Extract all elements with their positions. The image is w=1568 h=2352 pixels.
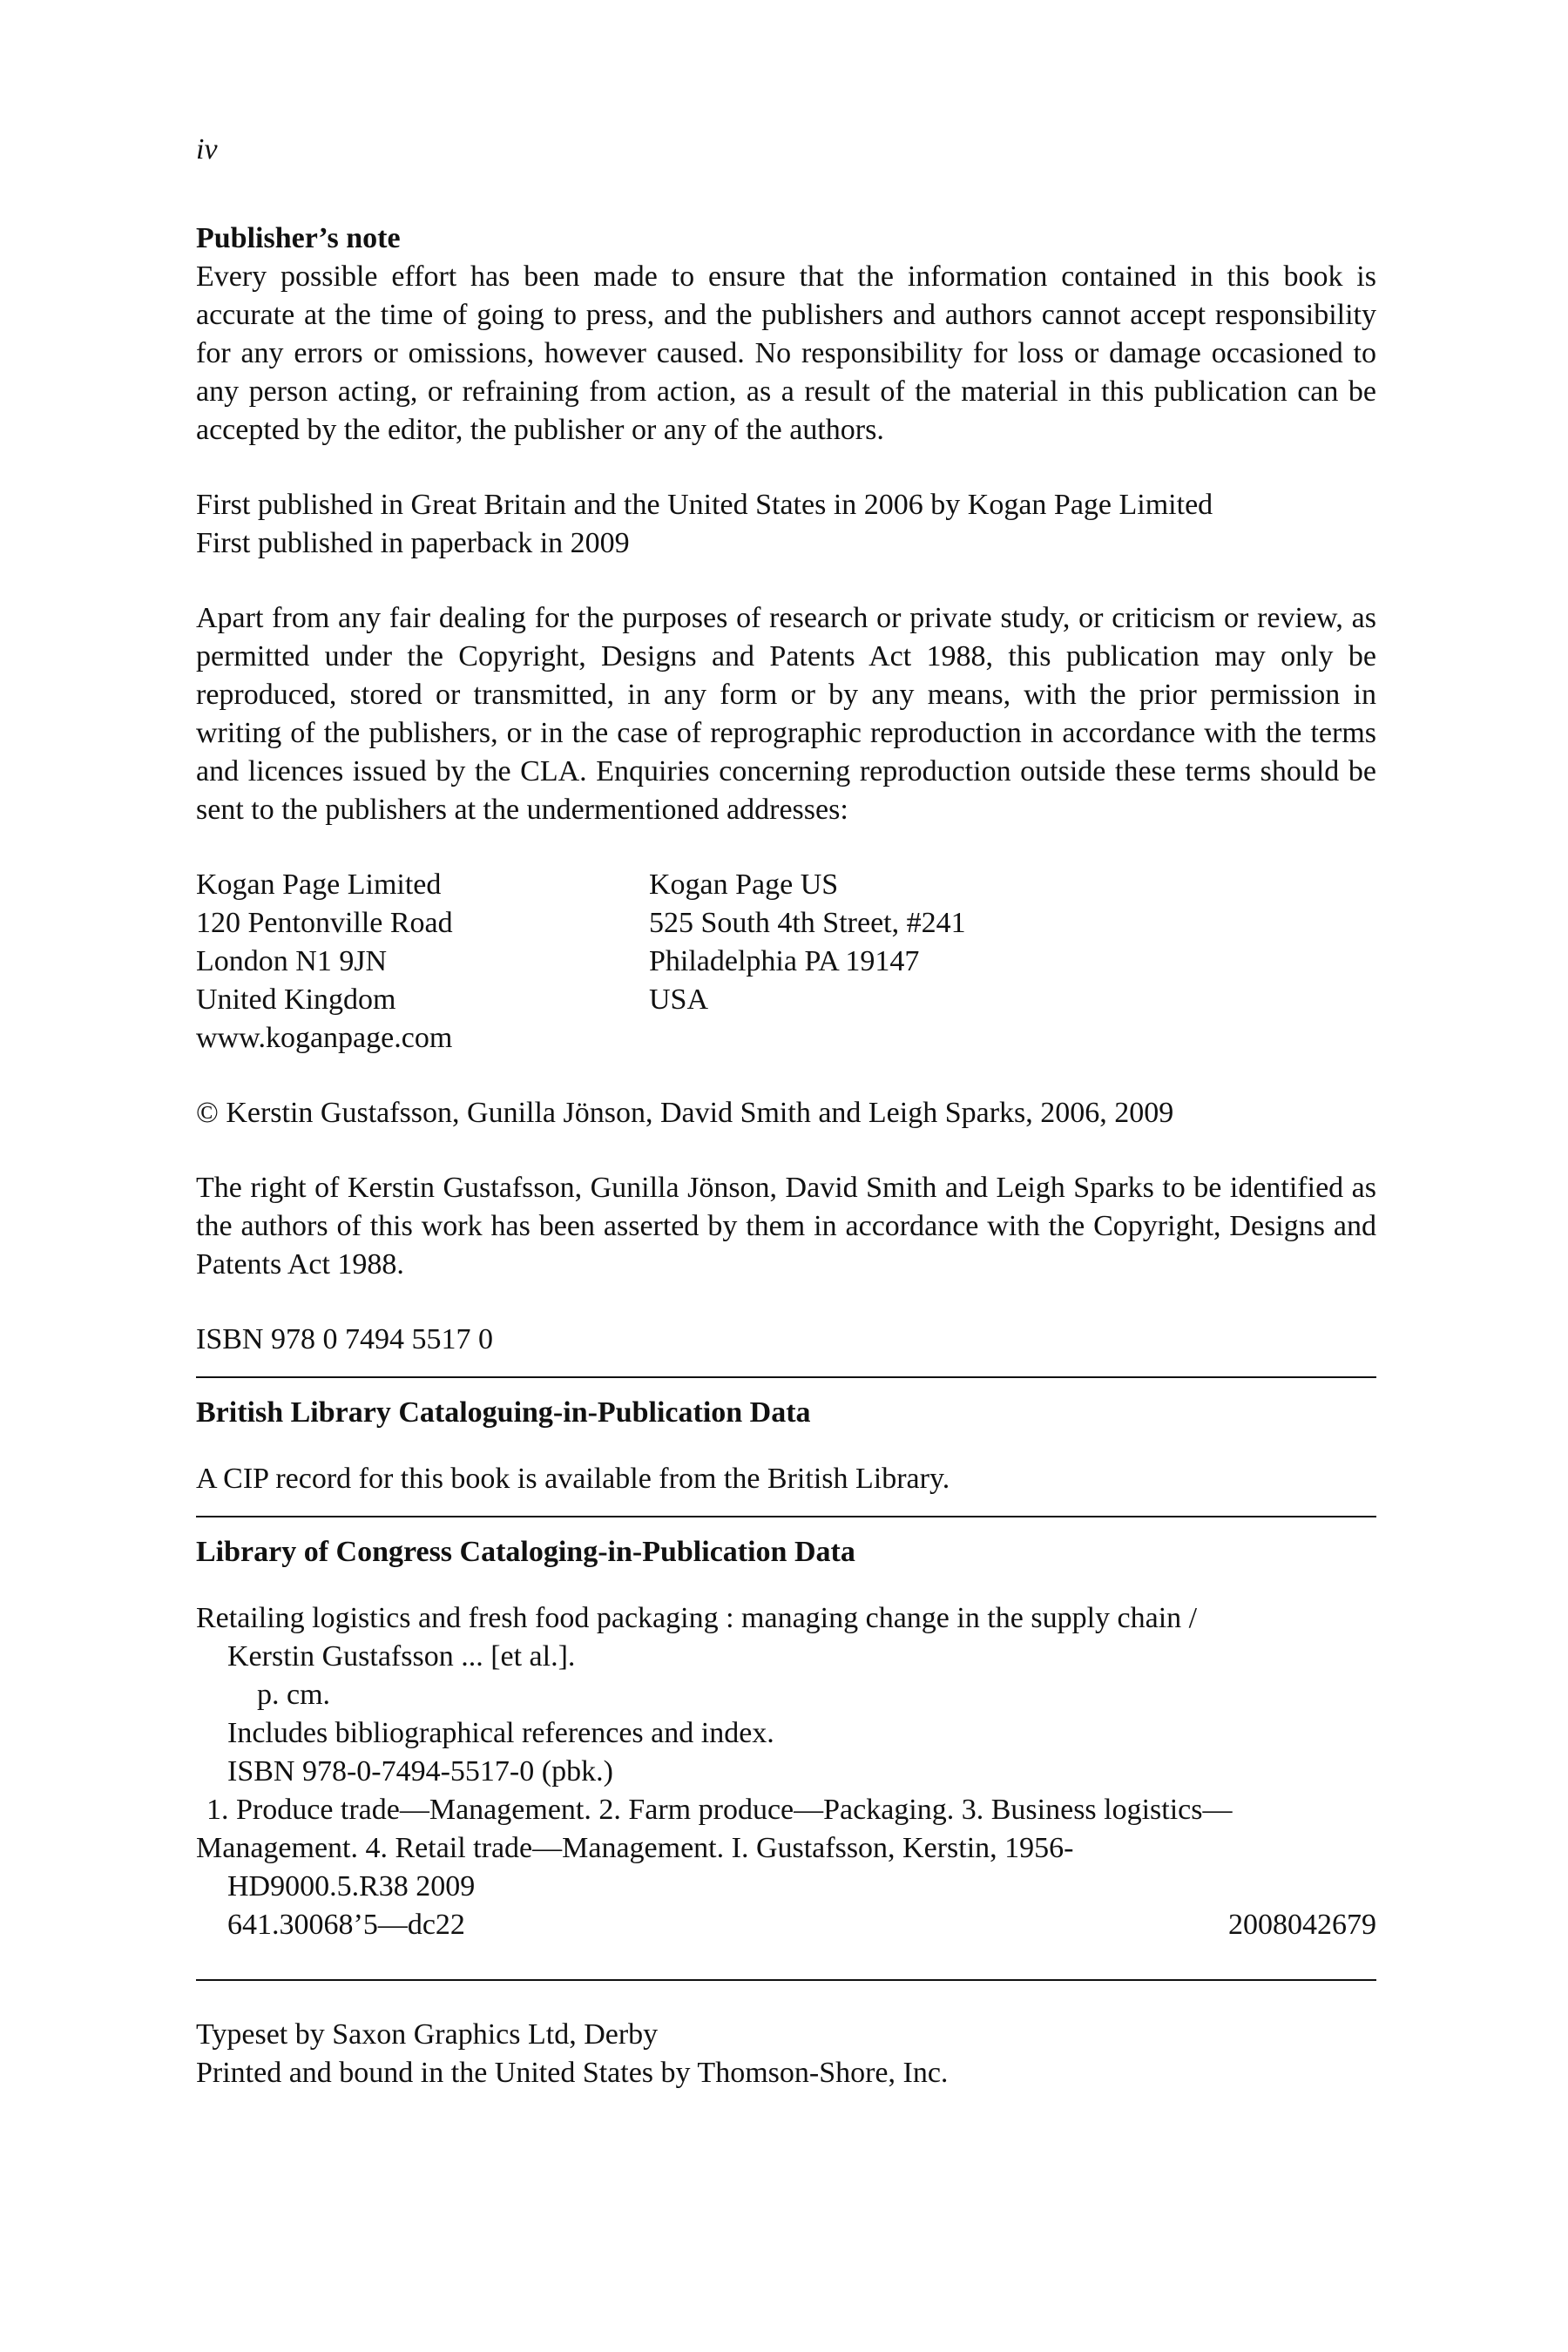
loc-heading: Library of Congress Cataloging-in-Publication Data: [196, 1536, 855, 1568]
publishers-note-heading: Publisher’s note: [196, 222, 401, 254]
loc-subjects-line: 1. Produce trade—Management. 2. Farm produce—Packaging. 3. Business logistics—: [206, 1794, 1233, 1826]
loc-subjects-line: Management. 4. Retail trade—Management. I. Gustafsson, Kerstin, 1956-: [196, 1832, 1074, 1864]
uk-address-line: United Kingdom: [196, 983, 396, 1016]
british-library-text: A CIP record for this book is available from the British Library.: [196, 1463, 950, 1495]
first-published-line: First published in Great Britain and the United States in 2006 by Kogan Page Limited: [196, 489, 1213, 521]
publisher-website: www.koganpage.com: [196, 1022, 453, 1054]
publication-history: [196, 486, 1376, 563]
loc-control-number: 2008042679: [1228, 1909, 1376, 1941]
moral-rights-statement: The right of Kerstin Gustafsson, Gunilla Jönson, David Smith and Leigh Sparks to be identified as the authors of this work has been asserted by them in accordance with the Copyright, Designs and Patents Act 1988.: [196, 1172, 1376, 1281]
production-credits: [196, 2016, 1376, 2092]
us-address-line: Kogan Page US: [649, 868, 839, 901]
typeset-credit: Typeset by Saxon Graphics Ltd, Derby: [196, 2018, 659, 2051]
copyright-page: [196, 131, 1376, 2092]
uk-address-line: Kogan Page Limited: [196, 868, 442, 901]
loc-classification-line: HD9000.5.R38 2009: [227, 1870, 476, 1903]
copyright-line: © Kerstin Gustafsson, Gunilla Jönson, David Smith and Leigh Sparks, 2006, 2009: [196, 1097, 1174, 1129]
copyright-notice: Apart from any fair dealing for the purposes of research or private study, or criticism or review, as permitted under the Copyright, Designs and Patents Act 1988, this publication may only be reproduced, stored or transmitted, in any form or by any means, with the prior permission in writing of the publishers, or in the case of reprographic reproduction in accordance with the terms and licences issued by the CLA. Enquiries concerning reproduction outside these terms should be sent to the publishers at the undermentioned addresses:: [196, 602, 1376, 826]
page-number: iv: [196, 133, 218, 166]
loc-authors-line: Kerstin Gustafsson ... [et al.].: [227, 1640, 576, 1673]
publishers-note-section: [196, 220, 1376, 449]
printer-credit: Printed and bound in the United States by Thomson-Shore, Inc.: [196, 2057, 949, 2089]
loc-notes-line: Includes bibliographical references and index.: [227, 1717, 774, 1749]
british-library-section: [196, 1394, 1376, 1498]
publisher-addresses: [196, 866, 1376, 1058]
us-address: [649, 866, 1102, 1058]
us-address-line: Philadelphia PA 19147: [649, 945, 920, 977]
loc-dewey-number: 641.30068’5—dc22: [227, 1909, 465, 1941]
library-of-congress-section: [196, 1533, 1376, 1944]
loc-isbn-line: ISBN 978-0-7494-5517-0 (pbk.): [227, 1755, 613, 1788]
uk-address-line: London N1 9JN: [196, 945, 388, 977]
british-library-heading: British Library Cataloguing-in-Publication Data: [196, 1396, 811, 1429]
isbn: ISBN 978 0 7494 5517 0: [196, 1323, 493, 1355]
loc-dewey-row: [196, 1906, 1376, 1944]
us-address-line: USA: [649, 983, 709, 1016]
uk-address: [196, 866, 649, 1058]
us-address-line: 525 South 4th Street, #241: [649, 907, 966, 939]
paperback-line: First published in paperback in 2009: [196, 527, 630, 559]
publishers-note-body: Every possible effort has been made to ensure that the information contained in this book is accurate at the time of going to press, and the publishers and authors cannot accept responsibility for any errors or omissions, however caused. No responsibility for loss or damage occasioned to any person acting, or refraining from action, as a result of the material in this publication can be accepted by the editor, the publisher or any of the authors.: [196, 260, 1376, 446]
uk-address-line: 120 Pentonville Road: [196, 907, 453, 939]
loc-pages-line: p. cm.: [257, 1679, 331, 1711]
loc-title-line: Retailing logistics and fresh food packaging : managing change in the supply chain /: [196, 1602, 1198, 1634]
